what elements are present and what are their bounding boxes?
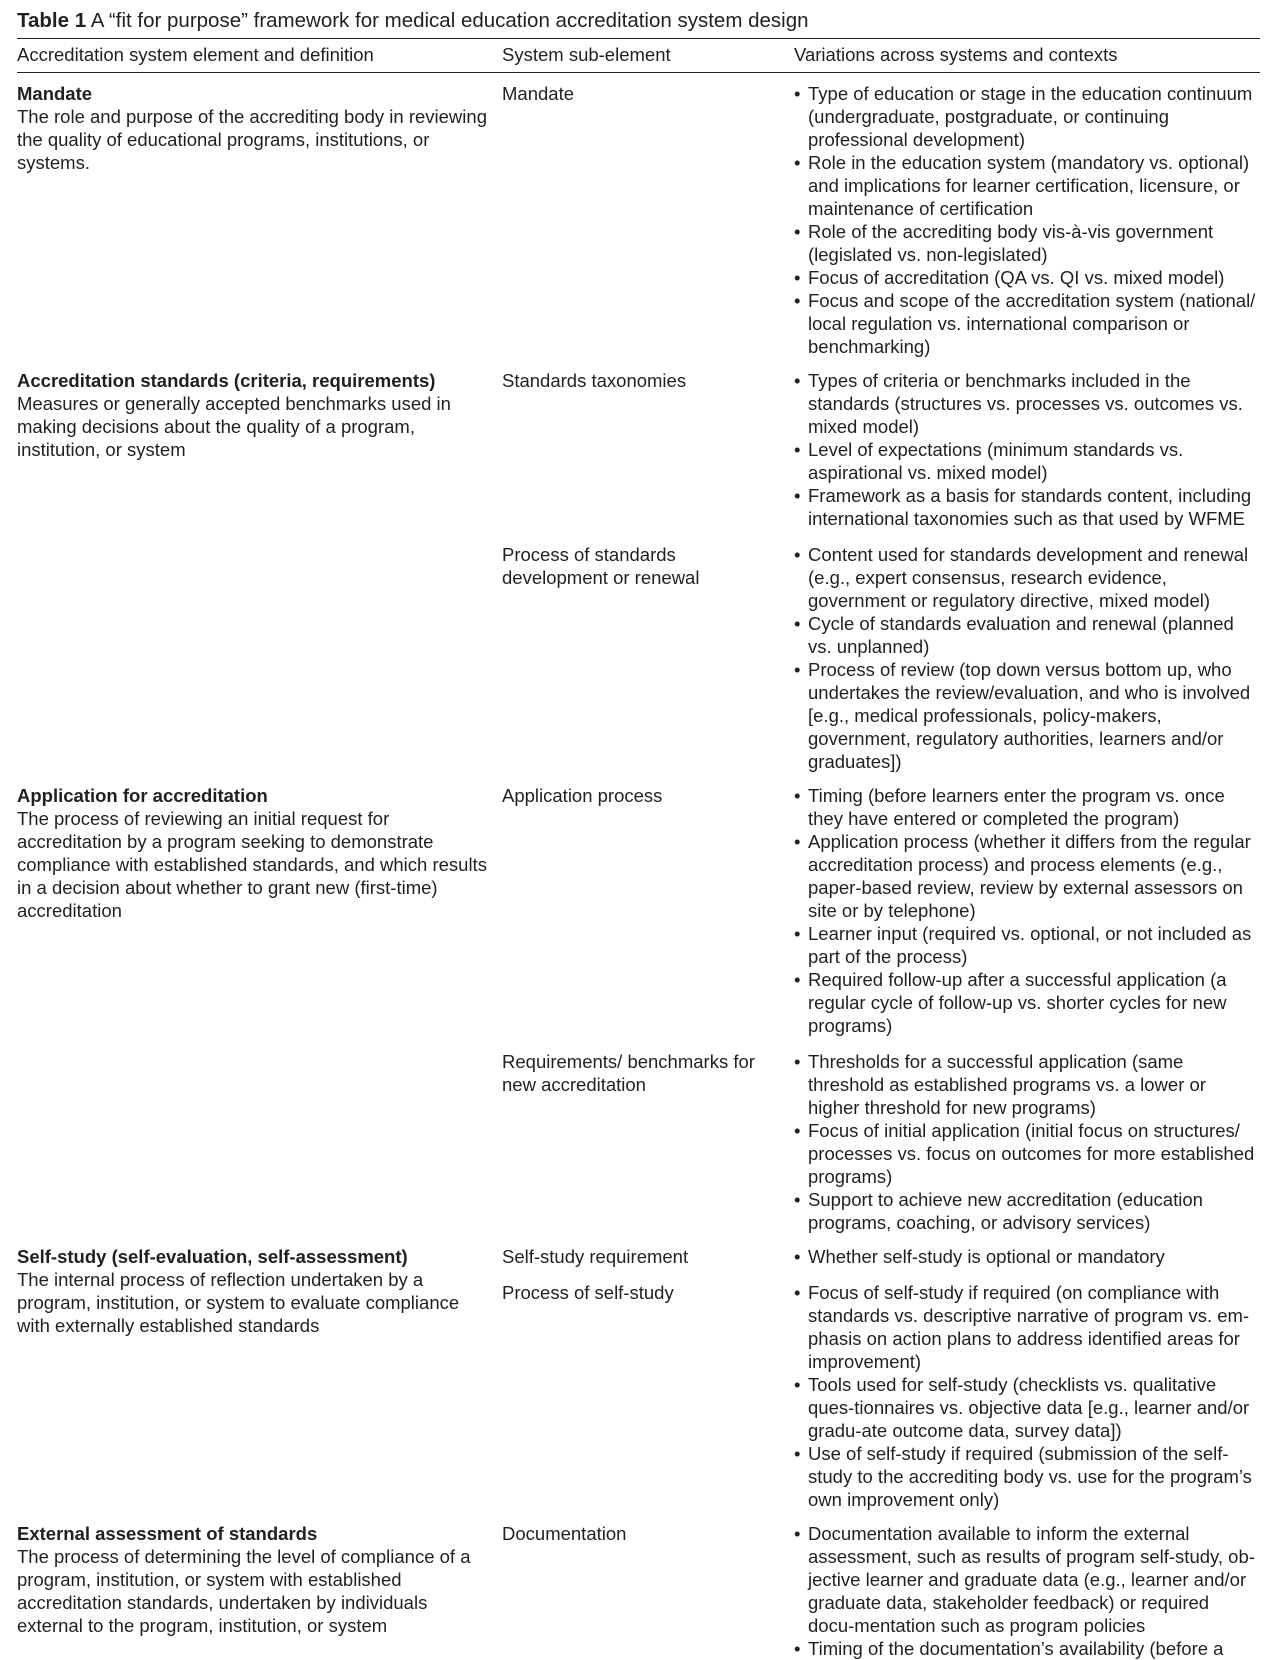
variations-cell xyxy=(794,369,1260,530)
element-definition: The role and purpose of the accrediting body in reviewing the quality of educational programs, institutions, or systems. xyxy=(17,106,487,173)
sub-element-name: Process of self-study xyxy=(502,1282,674,1303)
variation-item: • Timing (before learners enter the program vs. once they have entered or completed the program) xyxy=(794,784,1260,830)
variations-cell xyxy=(794,543,1260,773)
variations-list xyxy=(794,543,1260,773)
element-title: Accreditation standards (criteria, requirements) xyxy=(17,370,436,391)
sub-element-name: Requirements/ benchmarks for new accreditation xyxy=(502,1051,755,1095)
variations-list xyxy=(794,1245,1260,1268)
header-variations: Variations across systems and contexts xyxy=(794,44,1118,65)
header-sub-element: System sub-element xyxy=(502,44,671,65)
sub-element-name: Process of standards development or renewal xyxy=(502,544,700,588)
sub-element-name: Documentation xyxy=(502,1523,627,1544)
element-cell xyxy=(17,1522,502,1660)
table-container xyxy=(17,8,1260,1660)
element-cell xyxy=(17,784,502,1234)
variations-list xyxy=(794,1522,1260,1660)
variation-item: • Process of review (top down versus bottom up, who undertakes the review/evaluation, and who is involved [e.g., medical professionals, policy-makers, government, regulatory authorities, learners and/or graduates]) xyxy=(794,658,1260,773)
variations-cell xyxy=(794,784,1260,1037)
sub-elements xyxy=(502,82,1260,358)
variation-item: • Thresholds for a successful application (same threshold as established programs vs. a lower or higher threshold for new programs) xyxy=(794,1050,1260,1119)
variation-item: • Role of the accrediting body vis-à-vis government (legislated vs. non-legislated) xyxy=(794,220,1260,266)
sub-element-name: Standards taxonomies xyxy=(502,370,687,391)
variation-item: • Use of self-study if required (submission of the self-study to the accrediting body vs. use for the program’s own improvement only) xyxy=(794,1442,1260,1511)
variation-item: • Framework as a basis for standards content, including international taxonomies such as that used by WFME xyxy=(794,484,1260,530)
variation-item: • Type of education or stage in the education continuum (undergraduate, postgraduate, or continuing professional development) xyxy=(794,82,1260,151)
variation-item: • Role in the education system (mandatory vs. optional) and implications for learner certification, licensure, or maintenance of certification xyxy=(794,151,1260,220)
variations-cell xyxy=(794,1522,1260,1660)
variation-item: • Tools used for self-study (checklists vs. qualitative ques-tionnaires vs. objective data [e.g., learner and/or gradu-ate outcome data, survey data]) xyxy=(794,1373,1260,1442)
element-title: Mandate xyxy=(17,83,93,104)
element-definition: Measures or generally accepted benchmarks used in making decisions about the quality of a program, institution, or system xyxy=(17,393,451,460)
variation-item: • Documentation available to inform the external assessment, such as results of program self-study, ob-jective learner and graduate data (e.g., learner and/or graduate data, stakeholder feedback) or required docu-mentation such as program policies xyxy=(794,1522,1260,1637)
variation-item: • Learner input (required vs. optional, or not included as part of the process) xyxy=(794,922,1260,968)
variation-item: • Whether self-study is optional or mandatory xyxy=(794,1245,1260,1268)
variation-item: • Cycle of standards evaluation and renewal (planned vs. unplanned) xyxy=(794,612,1260,658)
element-cell xyxy=(17,369,502,773)
variations-cell xyxy=(794,82,1260,358)
variations-list xyxy=(794,1281,1260,1511)
variation-item: • Timing of the documentation’s availability (before a xyxy=(794,1637,1260,1660)
element-title: Self-study (self-evaluation, self-assessment) xyxy=(17,1246,408,1267)
variation-item: • Focus of accreditation (QA vs. QI vs. mixed model) xyxy=(794,266,1260,289)
variations-list xyxy=(794,1050,1260,1234)
table-body xyxy=(17,82,1260,1660)
variation-item: • Required follow-up after a successful application (a regular cycle of follow-up vs. shorter cycles for new programs) xyxy=(794,968,1260,1037)
element-definition: The internal process of reflection undertaken by a program, institution, or system to evaluate compliance with externally established standards xyxy=(17,1269,460,1336)
sub-element-row xyxy=(502,784,1260,1037)
element-cell xyxy=(17,82,502,358)
table-caption-label: Table 1 xyxy=(17,9,87,32)
sub-element-name: Mandate xyxy=(502,83,574,104)
table-row xyxy=(17,1245,1260,1511)
sub-element-row xyxy=(502,1281,1260,1511)
sub-element-name: Self-study requirement xyxy=(502,1246,689,1267)
sub-element-name: Application process xyxy=(502,785,663,806)
sub-element-row xyxy=(502,369,1260,530)
table-row xyxy=(17,1522,1260,1660)
element-title: Application for accreditation xyxy=(17,785,268,806)
variation-item: • Level of expectations (minimum standards vs. aspirational vs. mixed model) xyxy=(794,438,1260,484)
element-definition: The process of determining the level of compliance of a program, institution, or system with established accreditation standards, undertaken by individuals external to the program, institution, or system xyxy=(17,1546,471,1636)
table-header-row xyxy=(17,39,1260,72)
variations-list xyxy=(794,82,1260,358)
variations-list xyxy=(794,784,1260,1037)
table-header-rule xyxy=(17,72,1260,73)
sub-elements xyxy=(502,784,1260,1234)
variation-item: • Support to achieve new accreditation (education programs, coaching, or advisory services) xyxy=(794,1188,1260,1234)
sub-elements xyxy=(502,369,1260,773)
variation-item: • Content used for standards development and renewal (e.g., expert consensus, research evidence, government or regulatory directive, mixed model) xyxy=(794,543,1260,612)
variations-cell xyxy=(794,1245,1260,1268)
variations-cell xyxy=(794,1281,1260,1511)
variation-item: • Types of criteria or benchmarks included in the standards (structures vs. processes vs. outcomes vs. mixed model) xyxy=(794,369,1260,438)
variation-item: • Focus of self-study if required (on compliance with standards vs. descriptive narrative of program vs. em-phasis on action plans to address identified areas for improvement) xyxy=(794,1281,1260,1373)
sub-element-row xyxy=(502,1050,1260,1234)
element-definition: The process of reviewing an initial request for accreditation by a program seeking to demonstrate compliance with established standards, and which results in a decision about whether to grant new (first-time) accreditation xyxy=(17,808,487,921)
sub-element-row xyxy=(502,543,1260,773)
variation-item: • Focus of initial application (initial focus on structures/ processes vs. focus on outcomes for more established programs) xyxy=(794,1119,1260,1188)
table-row xyxy=(17,784,1260,1234)
sub-elements xyxy=(502,1245,1260,1511)
header-element-definition: Accreditation system element and definition xyxy=(17,44,374,65)
sub-element-row xyxy=(502,1522,1260,1660)
table-row xyxy=(17,82,1260,358)
table-row xyxy=(17,369,1260,773)
sub-element-row xyxy=(502,1245,1260,1268)
element-cell xyxy=(17,1245,502,1511)
variations-cell xyxy=(794,1050,1260,1234)
sub-elements xyxy=(502,1522,1260,1660)
table-caption-text: A “fit for purpose” framework for medical education accreditation system design xyxy=(86,9,809,32)
variation-item: • Application process (whether it differs from the regular accreditation process) and process elements (e.g., paper-based review, review by external assessors on site or by telephone) xyxy=(794,830,1260,922)
variation-item: • Focus and scope of the accreditation system (national/ local regulation vs. international comparison or benchmarking) xyxy=(794,289,1260,358)
element-title: External assessment of standards xyxy=(17,1523,318,1544)
sub-element-row xyxy=(502,82,1260,358)
variations-list xyxy=(794,369,1260,530)
table-caption xyxy=(17,8,1260,34)
